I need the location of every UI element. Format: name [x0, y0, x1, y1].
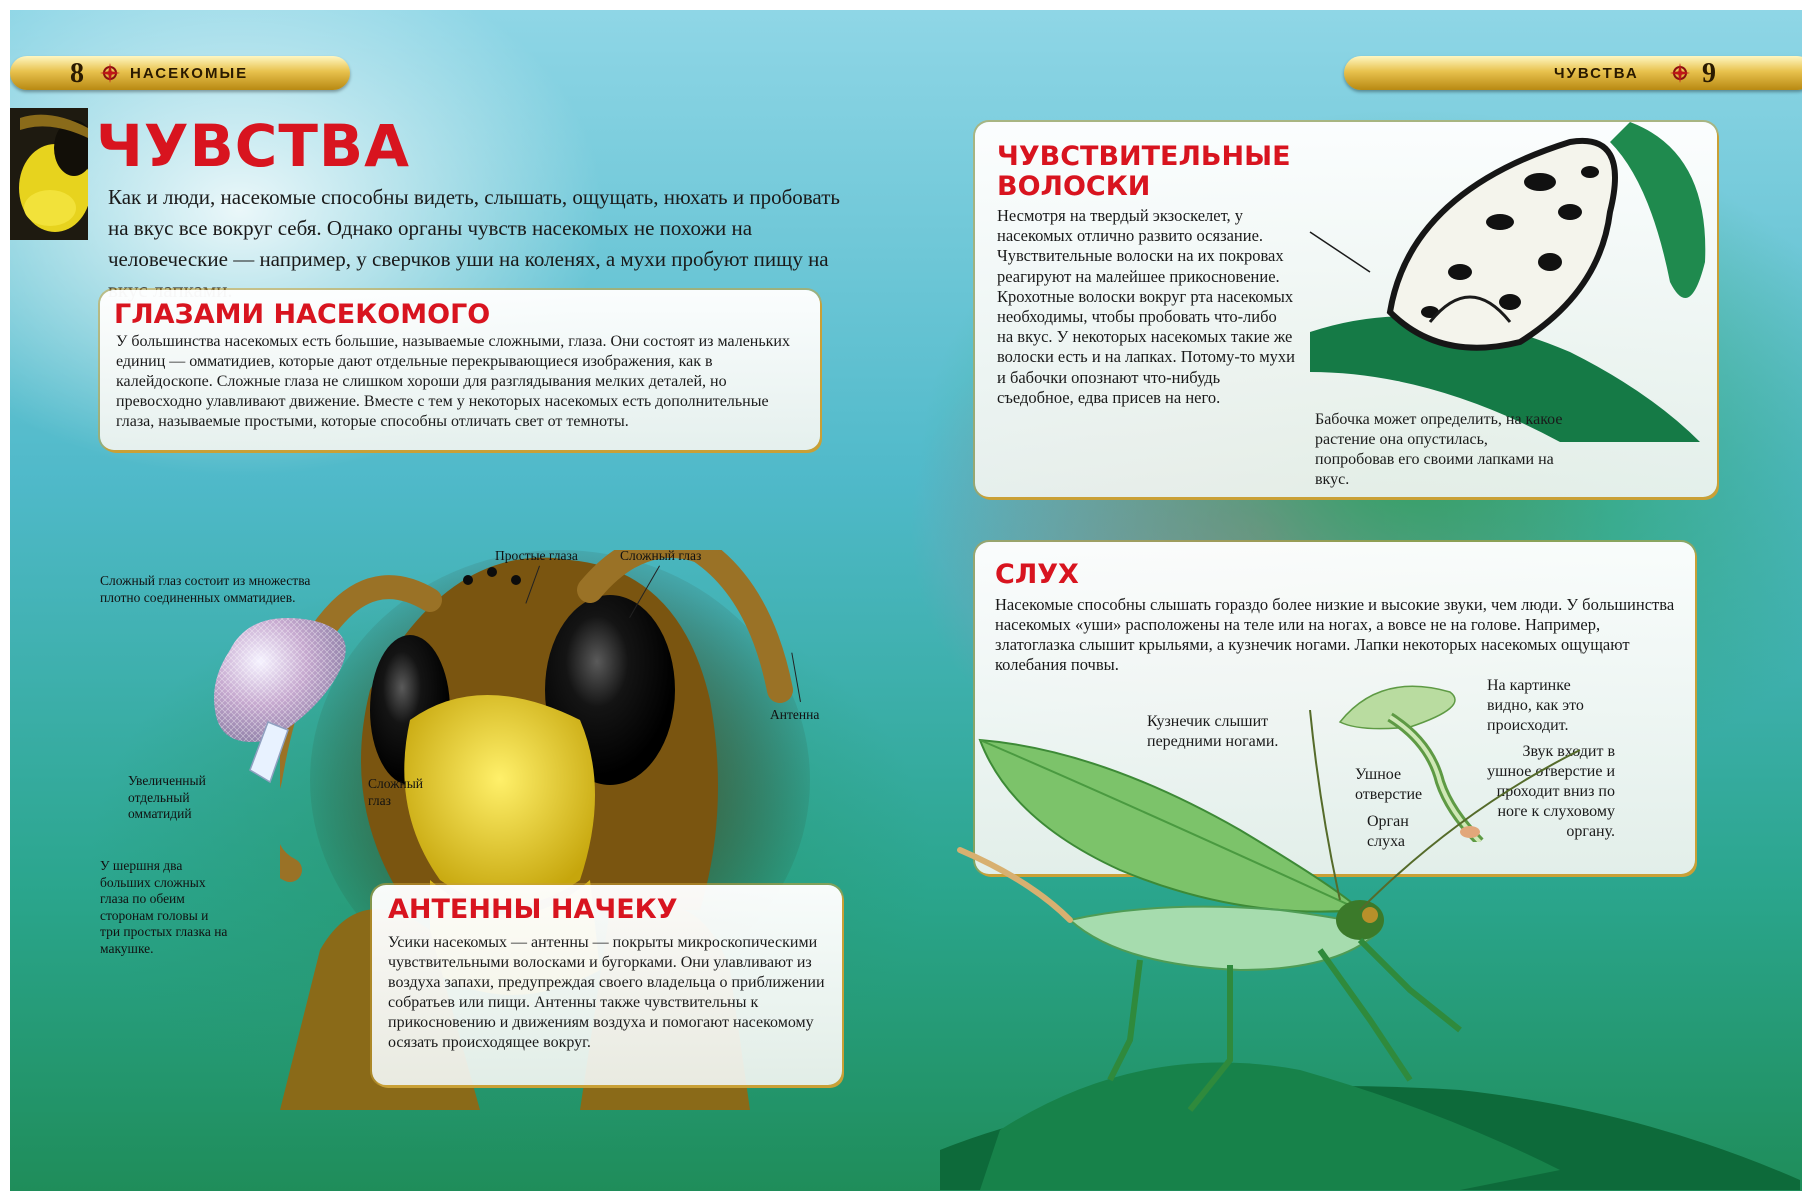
- antenna-box-text: Усики насекомых — антенны — покрыты микроскопическими чувствительными волосками и бугорками. Они улавливают из воздуха запахи, предупреждая своего владельца о приближении собратьев или пищи. Антенны также чувствительны к прикосновению и движениям воздуха и помогают насекомому осязать происходящее вокруг.: [388, 934, 825, 1051]
- compound-eye-info-caption: Сложный глаз состоит из множества плотно соединенных омматидиев.: [100, 573, 311, 605]
- eyes-box-text: У большинства насекомых есть большие, называемые сложными, глаза. Они состоят из маленьких единиц — омматидиев, которые дают отдельные перекрывающиеся изображения, как в калейдоскопе. Сложные глаза не слишком хороши для разглядывания мелких деталей, но превосходно улавливают движение. Вместе с тем у некоторых насекомых есть дополнительные глаза, называемые простыми, которые способны отличать свет от темноты.: [116, 333, 790, 430]
- grasshopper-caption: Кузнечик слышит передними ногами.: [1147, 713, 1279, 750]
- compass-icon: [1670, 63, 1690, 83]
- grasshopper-photo: [940, 710, 1800, 1190]
- left-page-number: 8: [70, 58, 84, 89]
- hornet-info-caption: У шершня два больших сложных глаза по обеим сторонам головы и три простых глазка на макушке.: [100, 858, 228, 956]
- compass-icon: [100, 63, 120, 83]
- book-spread: [10, 10, 1802, 1191]
- compound-eye-label: Сложный глаз: [620, 548, 702, 563]
- antenna-box-title: АНТЕННЫ НАЧЕКУ: [388, 894, 678, 925]
- hairs-box-text: Несмотря на твердый экзоскелет, у насекомых отлично развито осязание. Чувствительные волоски на их покровах реагируют на малейшее прикосновение. Крохотные волоски вокруг рта насекомых необходимы, чтобы пробовать что-либо на вкус. У некоторых насекомых такие же волоски есть и на лапках. Потому-то мухи и бабочки опознают что-нибудь съедобное, едва присев на него.: [997, 206, 1296, 407]
- ommatidium-label: Увеличенный отдельный омматидий: [128, 773, 206, 821]
- hairs-box: [975, 122, 1717, 497]
- compound-eye-label-2: Сложный глаз: [368, 776, 424, 808]
- antenna-box: [372, 885, 842, 1085]
- compound-eye-diagram: [210, 610, 370, 790]
- left-section-label: НАСЕКОМЫЕ: [130, 65, 249, 82]
- left-header-bar: [10, 56, 350, 90]
- right-header-bar: [1344, 56, 1802, 90]
- simple-eyes-label: Простые глаза: [495, 548, 578, 563]
- eyes-box-title: ГЛАЗАМИ НАСЕКОМОГО: [114, 299, 491, 330]
- intro-text: Как и люди, насекомые способны видеть, слышать, ощущать, нюхать и пробовать на вкус все вокруг себя. Однако органы чувств насекомых не похожи на человеческие — например, у сверчков уши на коленях, а мухи пробуют пищу на: [108, 185, 840, 271]
- right-page-number: 9: [1702, 58, 1716, 89]
- hearing-box-title: СЛУХ: [995, 559, 1079, 590]
- eyes-box: [100, 290, 820, 450]
- ear-opening-label: Ушное отверстие: [1355, 766, 1423, 803]
- hearing-organ-label: Орган слуха: [1367, 813, 1409, 850]
- wasp-thumbnail-photo: [10, 108, 88, 240]
- butterfly-photo: [1305, 122, 1715, 442]
- picture-caption: На картинке видно, как это происходит.: [1487, 677, 1584, 734]
- hearing-box-text: Насекомые способны слышать гораздо более низкие и высокие звуки, чем люди. У большинства насекомых «уши» расположены на теле или на ногах, а вовсе не на голове. Например, златоглазка слышит крыльями, а кузнечик ногами. Лапки некоторых насекомых ощущают колебания почвы.: [995, 595, 1675, 674]
- hairs-box-title: ЧУВСТВИТЕЛЬНЫЕ ВОЛОСКИ: [997, 141, 1291, 202]
- main-title: ЧУВСТВА: [96, 112, 411, 180]
- sound-path-caption: Звук входит в ушное отверстие и проходит вниз по ноге к слуховому органу.: [1487, 743, 1615, 840]
- antenna-label: Антенна: [770, 707, 820, 722]
- butterfly-caption: Бабочка может определить, на какое растение она опустилась, попробовав его своими лапками на вкус.: [1315, 411, 1563, 488]
- right-section-label: ЧУВСТВА: [1554, 65, 1639, 82]
